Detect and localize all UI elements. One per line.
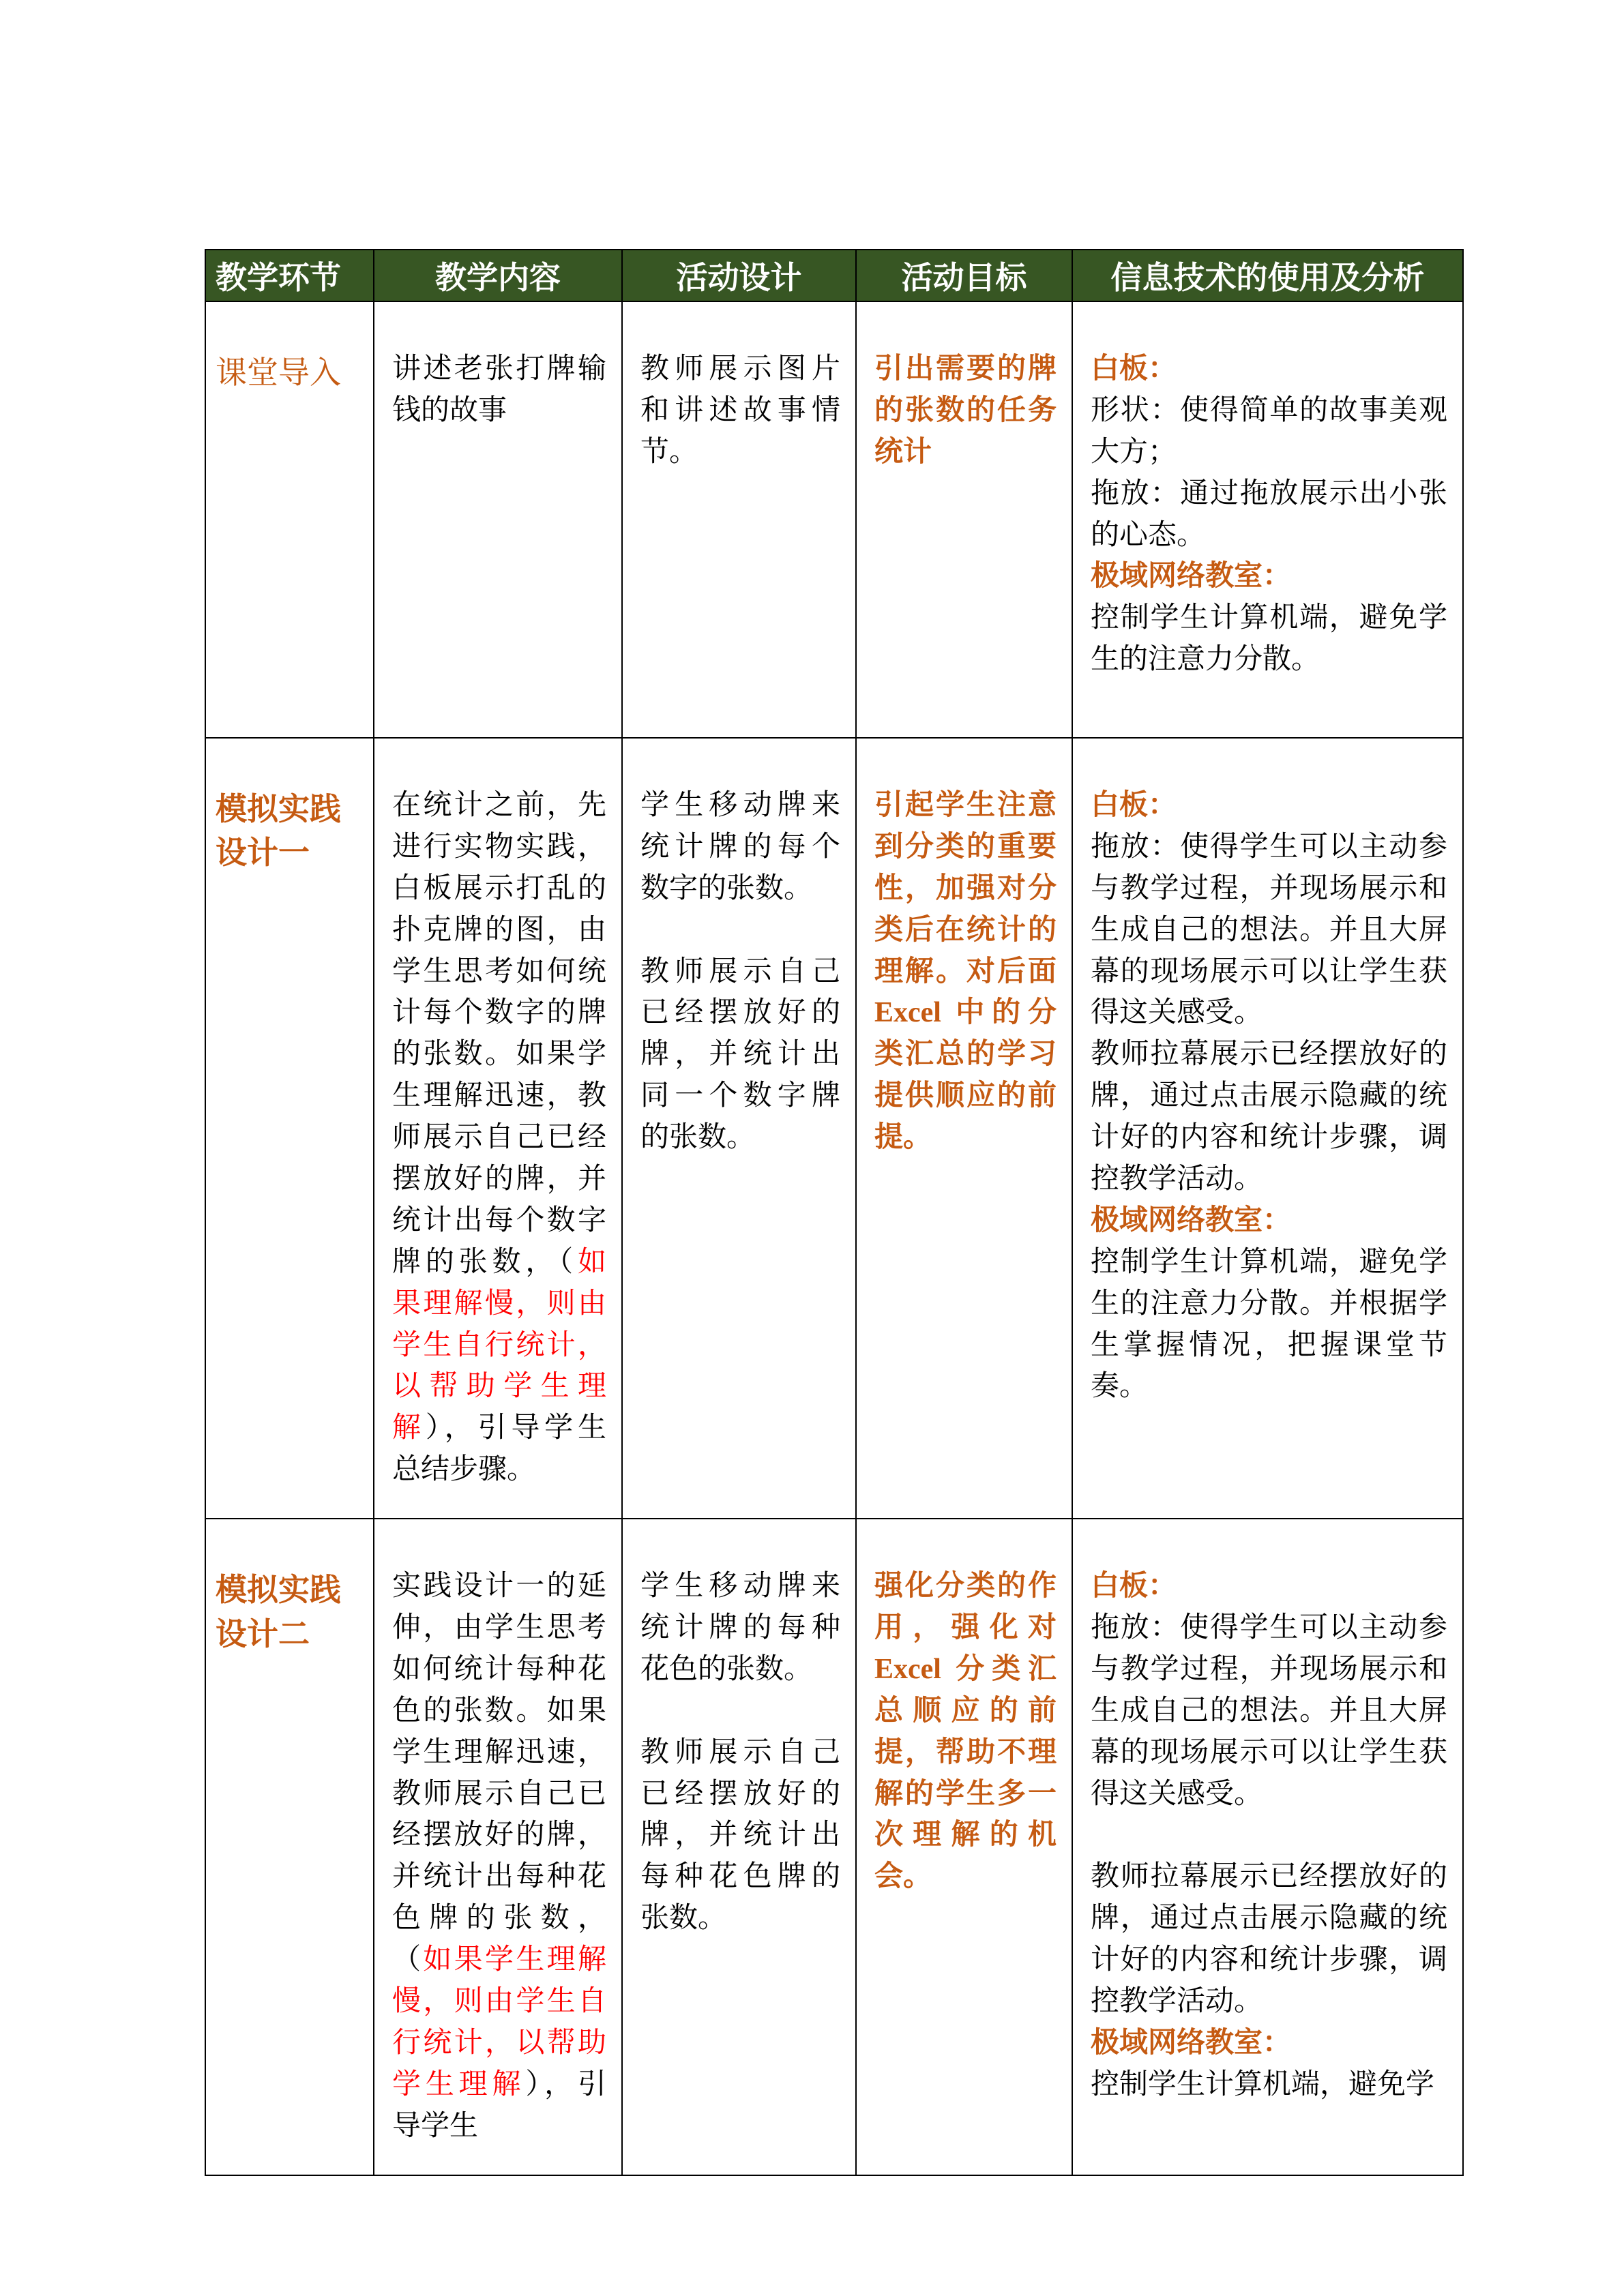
paragraph — [1091, 785, 1447, 826]
text-segment: 拖放：使得学生可以主动参与教学过程，并现场展示和生成自己的想法。并且大屏幕的现场展示可以让学生获得这关感受。 — [1091, 1612, 1447, 1810]
table-row — [205, 301, 1463, 738]
paragraph — [216, 1568, 358, 1656]
text-segment: 课堂导入 — [216, 355, 341, 390]
text-segment: 引出需要的牌的张数的任务统计 — [874, 353, 1057, 468]
stage-cell — [205, 738, 374, 1519]
paragraph — [392, 785, 606, 1491]
text-segment: 形状：使得简单的故事美观大方； — [1091, 394, 1447, 468]
activity-goal-cell — [856, 738, 1072, 1519]
text-segment: 学生移动牌来统计牌的每种花色的张数。 — [640, 1570, 840, 1685]
text-segment: 引起学生注意到分类的重要性，加强对分类后在统计的理解。对后面 Excel 中的分类汇总的学习提供顺应的前提。 — [874, 790, 1057, 1154]
paragraph — [1091, 2023, 1447, 2064]
activity-goal-cell — [856, 301, 1072, 738]
paragraph — [1091, 556, 1447, 597]
text-segment: 控制学生计算机端，避免学 — [1091, 2068, 1435, 2100]
paragraph — [640, 785, 840, 910]
text-segment: 实践设计一的延伸，由学生思考如何统计每种花色的张数。如果学生理解迅速，教师展示自己已经摆放好的牌，并统计出每种花色牌的张数，（ — [392, 1570, 606, 1976]
paragraph — [392, 1566, 606, 2147]
text-segment: 白板： — [1091, 1570, 1177, 1602]
paragraph — [1091, 2064, 1447, 2106]
text-segment: 教师展示自己已经摆放好的牌，并统计出每种花色牌的张数。 — [640, 1736, 840, 1935]
paragraph — [640, 1566, 840, 1690]
text-segment: 在统计之前，先进行实物实践，白板展示打乱的扑克牌的图，由学生思考如何统计每个数字的牌的张数。如果学生理解迅速，教师展示自己已经摆放好的牌，并统计出每个数字牌的张数，（ — [392, 790, 606, 1278]
column-header-5: 信息技术的使用及分析 — [1072, 250, 1463, 301]
paragraph — [1091, 348, 1447, 390]
paragraph — [1091, 1815, 1447, 1856]
it-usage-cell — [1072, 738, 1463, 1519]
paragraph — [1091, 1607, 1447, 1815]
activity-design-cell — [622, 738, 856, 1519]
text-segment: 控制学生计算机端，避免学生的注意力分散。 — [1091, 602, 1447, 676]
text-segment: 教师拉幕展示已经摆放好的牌，通过点击展示隐藏的统计好的内容和统计步骤，调控教学活动。 — [1091, 1861, 1447, 2018]
text-segment: 极域网络教室： — [1091, 561, 1292, 593]
teaching-content-cell — [374, 738, 622, 1519]
paragraph — [640, 910, 840, 951]
paragraph — [1091, 1242, 1447, 1408]
text-segment: 教师拉幕展示已经摆放好的牌，通过点击展示隐藏的统计好的内容和统计步骤，调控教学活动。 — [1091, 1039, 1447, 1195]
text-segment: 讲述老张打牌输钱的故事 — [392, 353, 606, 426]
paragraph — [1091, 473, 1447, 556]
activity-design-cell — [622, 1519, 856, 2175]
teaching-content-cell — [374, 1519, 622, 2175]
column-header-1: 教学环节 — [205, 250, 374, 301]
text-segment: 教师展示图片和讲述故事情节。 — [640, 353, 840, 468]
text-segment: ），引导学生 — [392, 2068, 606, 2142]
text-segment: 极域网络教室： — [1091, 2027, 1292, 2059]
text-segment: 学生移动牌来统计牌的每个数字的张数。 — [640, 790, 840, 904]
paragraph — [640, 1732, 840, 1939]
paragraph — [640, 1690, 840, 1732]
text-segment: 模拟实践设计二 — [216, 1572, 341, 1652]
paragraph — [874, 785, 1057, 1159]
text-segment: 白板： — [1091, 790, 1177, 821]
paragraph — [1091, 1034, 1447, 1200]
table-row — [205, 738, 1463, 1519]
paragraph — [874, 1566, 1057, 1898]
paragraph — [1091, 1566, 1447, 1607]
text-segment: 控制学生计算机端，避免学生的注意力分散。并根据学生掌握情况，把握课堂节奏。 — [1091, 1246, 1447, 1403]
it-usage-cell — [1072, 1519, 1463, 2175]
table-header-row — [205, 250, 1463, 301]
activity-goal-cell — [856, 1519, 1072, 2175]
text-segment: 教师展示自己已经摆放好的牌，并统计出同一个数字牌的张数。 — [640, 955, 840, 1154]
stage-cell — [205, 301, 374, 738]
text-segment: 如果理解慢，则由学生自行统计，以帮助学生理解 — [392, 1246, 606, 1444]
paragraph — [1091, 826, 1447, 1034]
column-header-2: 教学内容 — [374, 250, 622, 301]
paragraph — [216, 351, 358, 395]
paragraph — [640, 348, 840, 473]
paragraph — [640, 951, 840, 1159]
paragraph — [392, 348, 606, 432]
paragraph — [1091, 597, 1447, 681]
lesson-plan-table — [205, 249, 1464, 2176]
teaching-content-cell — [374, 301, 622, 738]
table-row — [205, 1519, 1463, 2175]
paragraph — [874, 348, 1057, 473]
text-segment: 拖放：通过拖放展示出小张的心态。 — [1091, 477, 1447, 551]
text-segment: ），引导学生总结步骤。 — [392, 1412, 606, 1486]
paragraph — [1091, 1200, 1447, 1242]
stage-cell — [205, 1519, 374, 2175]
text-segment: 极域网络教室： — [1091, 1204, 1292, 1236]
paragraph — [216, 788, 358, 876]
activity-design-cell — [622, 301, 856, 738]
column-header-3: 活动设计 — [622, 250, 856, 301]
text-segment: 如果学生理解慢，则由学生自行统计，以帮助学生理解 — [392, 1944, 606, 2100]
paragraph — [1091, 1856, 1447, 2023]
text-segment: 拖放：使得学生可以主动参与教学过程，并现场展示和生成自己的想法。并且大屏幕的现场展示可以让学生获得这关感受。 — [1091, 831, 1447, 1029]
text-segment: 白板： — [1091, 353, 1177, 385]
text-segment: 强化分类的作用，强化对 Excel 分类汇总顺应的前提，帮助不理解的学生多一次理解的机会。 — [874, 1570, 1057, 1893]
column-header-4: 活动目标 — [856, 250, 1072, 301]
it-usage-cell — [1072, 301, 1463, 738]
paragraph — [1091, 390, 1447, 473]
text-segment: 模拟实践设计一 — [216, 792, 341, 871]
